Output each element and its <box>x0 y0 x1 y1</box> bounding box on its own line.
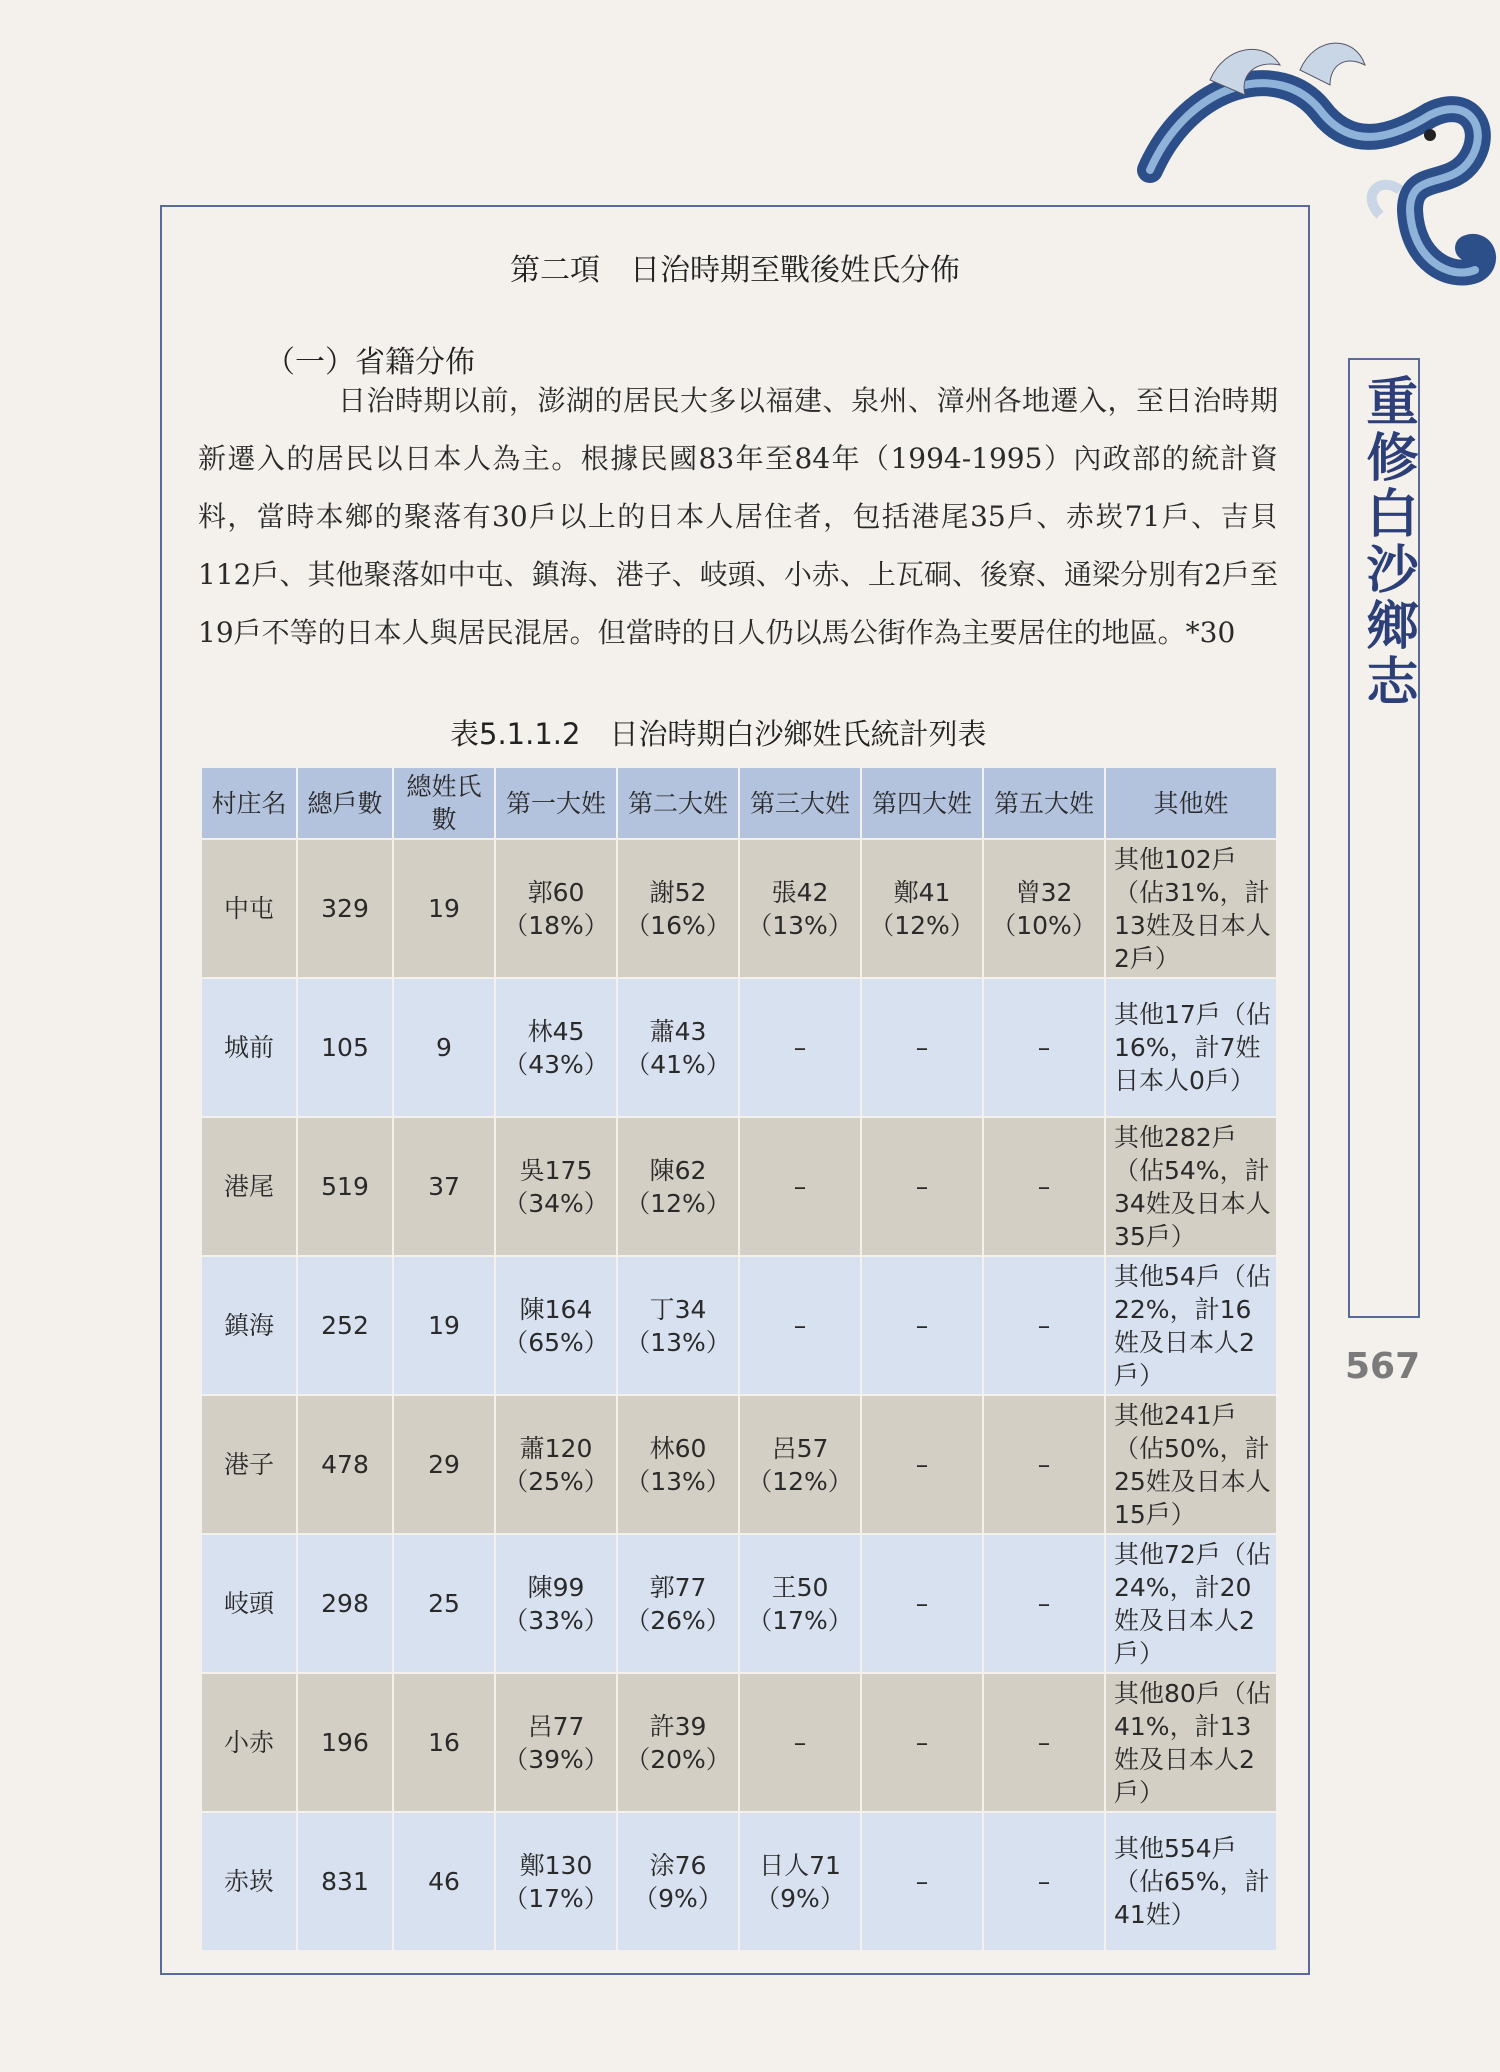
book-title: 重修白沙鄉志 <box>1357 374 1418 710</box>
first-surname-cell: 郭60（18%） <box>495 839 617 978</box>
header-cell: 村庄名 <box>201 767 297 839</box>
third-surname-cell: 王50（17%） <box>739 1534 861 1673</box>
header-cell: 第三大姓 <box>739 767 861 839</box>
header-cell: 總戶數 <box>297 767 393 839</box>
fourth-surname-cell: – <box>861 978 983 1117</box>
fourth-surname-cell: – <box>861 1117 983 1256</box>
table-row <box>201 1673 1277 1812</box>
fourth-surname-cell: – <box>861 1395 983 1534</box>
sub-heading: （一）省籍分佈 <box>265 345 475 380</box>
fourth-surname-cell: – <box>861 1534 983 1673</box>
other-surnames-cell: 其他54戶（佔22%，計16姓及日本人2戶） <box>1105 1256 1277 1395</box>
village-cell: 中屯 <box>201 839 297 978</box>
surname-count-cell: 19 <box>393 1256 495 1395</box>
side-title-panel <box>1348 358 1420 1318</box>
third-surname-cell: 呂57（12%） <box>739 1395 861 1534</box>
surname-count-cell: 46 <box>393 1812 495 1951</box>
dragon-ornament-icon <box>1130 20 1500 350</box>
table-header-row <box>201 767 1277 839</box>
table-row <box>201 1395 1277 1534</box>
second-surname-cell: 涂76（9%） <box>617 1812 739 1951</box>
village-cell: 港尾 <box>201 1117 297 1256</box>
village-cell: 城前 <box>201 978 297 1117</box>
table-caption: 表5.1.1.2 日治時期白沙鄉姓氏統計列表 <box>450 717 987 751</box>
surname-count-cell: 16 <box>393 1673 495 1812</box>
section-heading: 第二項 日治時期至戰後姓氏分佈 <box>510 253 960 288</box>
first-surname-cell: 陳99（33%） <box>495 1534 617 1673</box>
header-cell: 其他姓 <box>1105 767 1277 839</box>
table-row <box>201 1256 1277 1395</box>
first-surname-cell: 林45（43%） <box>495 978 617 1117</box>
fifth-surname-cell: – <box>983 1117 1105 1256</box>
village-cell: 赤崁 <box>201 1812 297 1951</box>
table-row <box>201 1117 1277 1256</box>
surname-count-cell: 29 <box>393 1395 495 1534</box>
other-surnames-cell: 其他102戶（佔31%，計13姓及日本人2戶） <box>1105 839 1277 978</box>
second-surname-cell: 郭77（26%） <box>617 1534 739 1673</box>
first-surname-cell: 呂77（39%） <box>495 1673 617 1812</box>
first-surname-cell: 蕭120（25%） <box>495 1395 617 1534</box>
second-surname-cell: 許39（20%） <box>617 1673 739 1812</box>
other-surnames-cell: 其他241戶（佔50%，計25姓及日本人15戶） <box>1105 1395 1277 1534</box>
fifth-surname-cell: – <box>983 1812 1105 1951</box>
fifth-surname-cell: – <box>983 1534 1105 1673</box>
second-surname-cell: 謝52（16%） <box>617 839 739 978</box>
households-cell: 298 <box>297 1534 393 1673</box>
village-cell: 小赤 <box>201 1673 297 1812</box>
households-cell: 519 <box>297 1117 393 1256</box>
table-row <box>201 839 1277 978</box>
other-surnames-cell: 其他17戶（佔16%，計7姓日本人0戶） <box>1105 978 1277 1117</box>
header-cell: 第一大姓 <box>495 767 617 839</box>
fifth-surname-cell: – <box>983 978 1105 1117</box>
first-surname-cell: 陳164（65%） <box>495 1256 617 1395</box>
second-surname-cell: 蕭43（41%） <box>617 978 739 1117</box>
third-surname-cell: – <box>739 1117 861 1256</box>
fifth-surname-cell: – <box>983 1673 1105 1812</box>
other-surnames-cell: 其他282戶（佔54%，計34姓及日本人35戶） <box>1105 1117 1277 1256</box>
fifth-surname-cell: – <box>983 1395 1105 1534</box>
third-surname-cell: 張42（13%） <box>739 839 861 978</box>
fifth-surname-cell: 曾32（10%） <box>983 839 1105 978</box>
header-cell: 第四大姓 <box>861 767 983 839</box>
fourth-surname-cell: 鄭41（12%） <box>861 839 983 978</box>
table-row <box>201 1534 1277 1673</box>
surname-table <box>200 766 1278 1952</box>
second-surname-cell: 陳62（12%） <box>617 1117 739 1256</box>
other-surnames-cell: 其他72戶（佔24%，計20姓及日本人2戶） <box>1105 1534 1277 1673</box>
village-cell: 鎮海 <box>201 1256 297 1395</box>
households-cell: 105 <box>297 978 393 1117</box>
surname-count-cell: 25 <box>393 1534 495 1673</box>
first-surname-cell: 鄭130（17%） <box>495 1812 617 1951</box>
table-row <box>201 1812 1277 1951</box>
village-cell: 港子 <box>201 1395 297 1534</box>
third-surname-cell: 日人71（9%） <box>739 1812 861 1951</box>
second-surname-cell: 林60（13%） <box>617 1395 739 1534</box>
households-cell: 478 <box>297 1395 393 1534</box>
fifth-surname-cell: – <box>983 1256 1105 1395</box>
header-cell: 總姓氏數 <box>393 767 495 839</box>
table-row <box>201 978 1277 1117</box>
third-surname-cell: – <box>739 978 861 1117</box>
fourth-surname-cell: – <box>861 1812 983 1951</box>
first-surname-cell: 吳175（34%） <box>495 1117 617 1256</box>
surname-count-cell: 37 <box>393 1117 495 1256</box>
third-surname-cell: – <box>739 1673 861 1812</box>
village-cell: 岐頭 <box>201 1534 297 1673</box>
header-cell: 第二大姓 <box>617 767 739 839</box>
fourth-surname-cell: – <box>861 1256 983 1395</box>
other-surnames-cell: 其他80戶（佔41%，計13姓及日本人2戶） <box>1105 1673 1277 1812</box>
other-surnames-cell: 其他554戶（佔65%，計41姓） <box>1105 1812 1277 1951</box>
page-number: 567 <box>1345 1346 1421 1387</box>
households-cell: 831 <box>297 1812 393 1951</box>
households-cell: 196 <box>297 1673 393 1812</box>
header-cell: 第五大姓 <box>983 767 1105 839</box>
households-cell: 329 <box>297 839 393 978</box>
third-surname-cell: – <box>739 1256 861 1395</box>
surname-count-cell: 9 <box>393 978 495 1117</box>
fourth-surname-cell: – <box>861 1673 983 1812</box>
body-paragraph: 日治時期以前，澎湖的居民大多以福建、泉州、漳州各地遷入，至日治時期新遷入的居民以日本人為主。根據民國83年至84年（1994-1995）內政部的統計資料，當時本鄉的聚落有30戶以上的日本人居住者，包括港尾35戶、赤崁71戶、吉貝112戶、其他聚落如中屯、鎮海、港子、岐頭、小赤、上瓦硐、後寮、通梁分別有2戶至19戶不等的日本人與居民混居。但當時的日人仍以馬公街作為主要居住的地區。*30 <box>198 384 1278 649</box>
surname-count-cell: 19 <box>393 839 495 978</box>
households-cell: 252 <box>297 1256 393 1395</box>
second-surname-cell: 丁34（13%） <box>617 1256 739 1395</box>
